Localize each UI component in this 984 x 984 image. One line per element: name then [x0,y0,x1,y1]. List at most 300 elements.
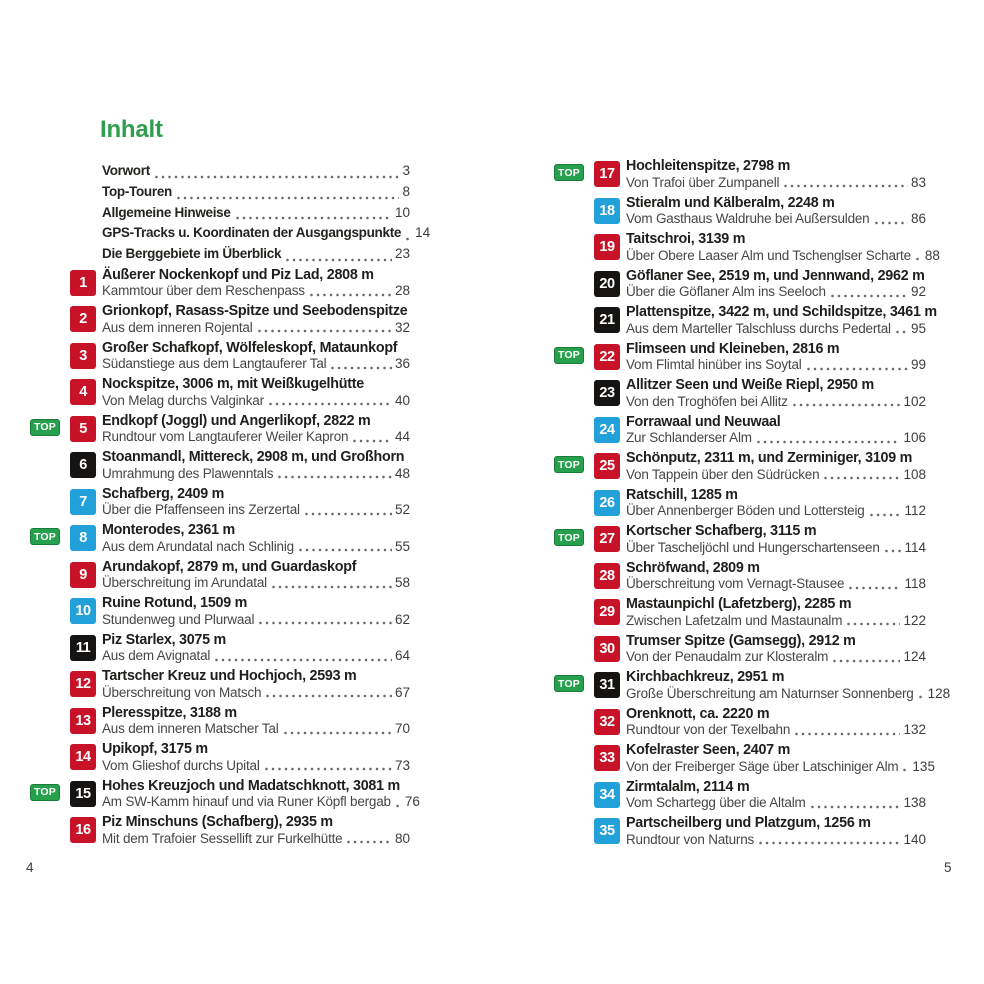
tour-number-badge: 3 [70,343,96,369]
top-badge-slot [30,413,70,446]
dotted-leader [875,221,908,225]
tour-title: Taitschroi, 3139 m [626,231,746,247]
tour-page-number: 124 [903,649,926,664]
tour-subtitle: Von der Penaudalm zur Klosteralm [626,649,829,664]
dotted-leader [919,695,925,699]
tour-page-number: 83 [910,174,926,190]
tour-subtitle: Rundtour von Naturns [626,831,755,847]
tour-title: Schröfwand, 2809 m [626,559,760,576]
top-badge: TOP [554,164,584,181]
tour-page-number: 52 [394,502,410,518]
tour-entry [30,267,410,300]
tour-page-number: 36 [394,356,410,372]
tour-number-badge: 19 [594,234,620,260]
tour-subtitle: Rundtour vom Langtauferer Weiler Kapron [102,429,349,445]
tour-text-block [626,560,926,593]
dotted-leader [903,768,909,772]
tour-subtitle-row [102,794,420,811]
tour-number-badge: 27 [594,526,620,552]
tour-page-number: 64 [394,648,410,664]
number-badge-slot [70,559,102,592]
dotted-leader [331,366,392,370]
tour-text-block [102,486,410,519]
tour-title: Plattenspitze, 3422 m, und Schildspitze, 3461 m [626,304,937,320]
tour-title: Allitzer Seen und Weiße Riepl, 2950 m [626,377,874,393]
number-badge-slot [70,522,102,555]
tour-subtitle-row [626,795,926,812]
tour-subtitle: Über Annenberger Böden und Lottersteig [626,503,865,518]
tour-title: Trumser Spitze (Gamsegg), 2912 m [626,632,856,649]
tour-subtitle-row [626,540,926,557]
tour-subtitle-row [102,393,410,410]
tour-subtitle: Vom Schartegg über die Altalm [626,795,806,810]
tour-entry [554,377,926,410]
tour-text-block [102,449,410,482]
number-badge-slot [70,778,102,811]
tour-number-badge: 9 [70,562,96,588]
tour-entry [30,413,410,446]
tour-subtitle-row [102,466,410,483]
front-matter-list [102,161,431,265]
tour-entry [554,487,926,520]
top-badge-slot [554,633,594,666]
tour-page-number: 44 [394,429,410,445]
tour-text-block [102,705,410,738]
top-badge-slot [30,814,70,847]
tour-text-block [626,268,926,301]
tour-subtitle: Vom Glieshof durchs Upital [102,757,260,773]
tour-entry [554,341,926,374]
top-badge-slot [554,523,594,556]
tour-page-number: 86 [910,211,926,226]
tour-number-badge: 30 [594,636,620,662]
top-badge-slot [554,779,594,812]
tour-title: Flimseen und Kleineben, 2816 m [626,340,840,357]
toc-front-matter-row [102,244,410,265]
top-badge-slot [30,486,70,519]
page-title: Inhalt [100,116,163,143]
dotted-leader [259,621,392,625]
tour-number-badge: 16 [70,817,96,843]
dotted-leader [759,841,900,845]
tour-subtitle-row [626,576,926,593]
tour-number-badge: 15 [70,781,96,807]
tour-text-block [102,814,410,847]
number-badge-slot [70,705,102,738]
tour-number-badge: 20 [594,271,620,297]
dotted-leader [811,805,901,809]
tour-page-number: 108 [903,466,926,482]
tour-title: Großer Schafkopf, Wölfeleskopf, Mataunkopf [102,339,398,356]
tour-text-block [626,669,951,702]
tour-number-badge: 18 [594,198,620,224]
tour-number-badge: 21 [594,307,620,333]
tour-title: Upikopf, 3175 m [102,741,208,758]
tour-subtitle-row [626,175,926,192]
tour-page-number: 140 [903,831,926,847]
tour-number-badge: 28 [594,563,620,589]
tour-subtitle: Große Überschreitung am Naturnser Sonnenberg [626,685,914,701]
top-badge: TOP [554,675,584,692]
tour-page-number: 95 [910,320,926,336]
tour-subtitle-row [102,721,410,738]
dotted-leader [258,329,392,333]
top-badge-slot [30,376,70,409]
number-badge-slot [594,706,626,739]
dotted-leader [347,840,391,844]
tour-entry [554,268,926,301]
tour-subtitle: Über Obere Laaser Alm und Tschenglser Scharte [626,247,911,263]
tour-number-badge: 25 [594,453,620,479]
tour-subtitle-row [102,283,410,300]
top-badge-slot [554,268,594,301]
toc-right-column [554,158,951,852]
tour-page-number: 73 [394,757,410,773]
toc-entry-label: Vorwort [102,163,150,178]
tour-text-block [626,779,926,812]
tour-text-block [102,741,410,774]
top-badge-slot [30,267,70,300]
tour-page-number: 48 [394,465,410,481]
tour-subtitle-row [102,758,410,775]
tour-text-block [626,304,937,337]
tour-title: Tartscher Kreuz und Hochjoch, 2593 m [102,668,357,685]
number-badge-slot [594,523,626,556]
tour-entry [554,304,937,337]
tour-entry [554,450,926,483]
tour-title: Grionkopf, Rasass-Spitze und Seebodenspitze [102,303,408,320]
tour-entry [30,632,410,665]
tour-subtitle-row [102,429,410,446]
tour-subtitle-row [102,831,410,848]
tour-page-number: 112 [904,503,926,518]
tour-subtitle-row [626,722,926,739]
tour-text-block [626,158,926,191]
tour-page-number: 92 [910,284,926,299]
tour-title: Ruine Rotund, 1509 m [102,595,248,612]
tour-text-block [102,303,410,336]
top-badge-slot [554,560,594,593]
toc-entry-page: 10 [394,204,410,220]
number-badge-slot [594,633,626,666]
tour-subtitle: Aus dem inneren Rojental [102,319,253,335]
top-badge-slot [30,668,70,701]
tour-title: Mastaunpichl (Lafetzberg), 2285 m [626,596,852,612]
tour-entry [30,705,410,738]
dotted-leader [406,237,412,241]
dotted-leader [269,402,392,406]
dotted-leader [155,175,400,179]
tour-number-badge: 23 [594,380,620,406]
tour-number-badge: 11 [70,635,96,661]
tour-subtitle: Zwischen Lafetzalm und Mastaunalm [626,612,843,628]
tour-title: Schafberg, 2409 m [102,485,225,502]
tour-subtitle: Aus dem Arundatal nach Schlinig [102,538,294,554]
tour-entry [554,414,926,447]
tour-subtitle: Überschreitung vom Vernagt-Stausee [626,576,845,591]
tour-number-badge: 14 [70,744,96,770]
number-badge-slot [70,413,102,446]
number-badge-slot [594,596,626,629]
tour-title: Schönputz, 2311 m, und Zerminiger, 3109 m [626,450,913,466]
top-badge: TOP [554,456,584,473]
tour-text-block [626,414,926,447]
top-badge-slot [30,632,70,665]
tour-number-badge: 22 [594,344,620,370]
dotted-leader [831,294,908,298]
dotted-leader [177,196,400,200]
tour-text-block [102,777,420,811]
dotted-leader [795,732,900,736]
toc-entry-label: GPS-Tracks u. Koordinaten der Ausgangspunkte [102,225,402,241]
tour-subtitle-row [626,503,926,520]
tour-text-block [102,267,410,300]
number-badge-slot [70,595,102,628]
tour-subtitle-row [102,356,410,373]
tour-number-badge: 29 [594,599,620,625]
tour-subtitle: Kammtour über dem Reschenpass [102,283,305,299]
top-badge-slot [554,487,594,520]
tour-title: Arundakopf, 2879 m, und Guardaskopf [102,558,357,575]
page-number-right: 5 [944,860,952,875]
tour-page-number: 118 [904,576,926,591]
number-badge-slot [70,486,102,519]
tour-entry [30,340,410,373]
top-badge-slot [554,669,594,702]
dotted-leader [266,694,392,698]
tour-entry [30,522,410,555]
tour-page-number: 55 [394,538,410,554]
number-badge-slot [594,487,626,520]
top-badge-slot [30,705,70,738]
tour-entry [554,779,926,812]
tour-subtitle-row [626,832,926,849]
number-badge-slot [594,158,626,191]
tour-number-badge: 31 [594,672,620,698]
tour-text-block [102,595,410,628]
tour-subtitle: Über die Göflaner Alm ins Seeloch [626,284,826,299]
number-badge-slot [70,632,102,665]
tour-text-block [626,633,926,666]
tour-entry [30,303,410,336]
tour-title: Pleresspitze, 3188 m [102,704,237,721]
tour-page-number: 122 [903,612,926,628]
tour-page-number: 138 [903,795,926,810]
tour-page-number: 88 [924,247,940,263]
tour-subtitle-row [102,648,410,665]
tour-number-badge: 34 [594,782,620,808]
tour-text-block [626,742,935,775]
tour-entry [554,706,926,739]
top-badge-slot [554,706,594,739]
tour-subtitle: Von Tappein über den Südrücken [626,466,820,482]
number-badge-slot [70,668,102,701]
tour-text-block [626,450,926,483]
toc-left-column [30,116,431,851]
tour-title: Stieralm und Kälberalm, 2248 m [626,194,835,211]
tour-entry [554,195,926,228]
top-badge-slot [554,377,594,410]
tour-page-number: 80 [394,830,410,846]
number-badge-slot [70,303,102,336]
tour-number-badge: 6 [70,452,96,478]
tour-subtitle-row [626,357,926,374]
tour-title: Äußerer Nockenkopf und Piz Lad, 2808 m [102,266,374,283]
dotted-leader [870,513,902,517]
tour-subtitle-row [102,539,410,556]
top-badge-slot [30,340,70,373]
tour-subtitle: Am SW-Kamm hinauf und via Runer Köpfl bergab [102,794,391,810]
tour-page-number: 76 [404,794,420,810]
tour-subtitle-row [626,430,926,447]
tour-title: Partscheilberg und Platzgum, 1256 m [626,815,871,831]
tour-text-block [626,195,926,228]
tour-list-right [554,158,951,848]
top-badge-slot [554,742,594,775]
tour-entry [30,595,410,628]
tour-text-block [102,376,410,409]
tour-number-badge: 2 [70,306,96,332]
tour-subtitle-row [626,685,951,703]
number-badge-slot [70,741,102,774]
tour-subtitle-row [626,211,926,228]
dotted-leader [757,440,901,444]
dotted-leader [305,512,392,516]
top-badge: TOP [30,784,60,801]
number-badge-slot [70,814,102,847]
tour-text-block [626,231,940,264]
top-badge-slot [30,595,70,628]
tour-page-number: 58 [394,575,410,591]
tour-number-badge: 24 [594,417,620,443]
tour-subtitle-row [626,467,926,484]
tour-entry [554,815,926,848]
tour-entry [554,742,935,775]
tour-page-number: 99 [910,357,926,372]
dotted-leader [793,403,901,407]
tour-number-badge: 17 [594,161,620,187]
number-badge-slot [594,815,626,848]
tour-page-number: 135 [912,758,935,774]
toc-entry-label: Die Berggebiete im Überblick [102,246,282,262]
dotted-leader [299,548,392,552]
tour-subtitle-row [626,649,926,666]
number-badge-slot [594,268,626,301]
tour-number-badge: 8 [70,525,96,551]
tour-text-block [102,668,410,701]
tour-entry [30,449,410,482]
tour-subtitle: Zur Schlanderser Alm [626,430,752,445]
tour-entry [30,777,420,811]
tour-title: Göflaner See, 2519 m, und Jennwand, 2962 m [626,267,925,284]
number-badge-slot [70,340,102,373]
tour-subtitle: Von den Troghöfen bei Allitz [626,393,788,409]
dotted-leader [824,476,900,480]
tour-page-number: 62 [394,611,410,627]
top-badge-slot [30,449,70,482]
dotted-leader [272,585,392,589]
tour-page-number: 102 [903,393,926,409]
dotted-leader [236,216,392,220]
tour-page-number: 28 [394,283,410,299]
tour-subtitle-row [626,321,926,338]
tour-page-number: 67 [394,684,410,700]
tour-text-block [626,523,926,556]
tour-entry [30,559,410,592]
tour-subtitle: Von Trafoi über Zumpanell [626,174,780,190]
tour-title: Orenknott, ca. 2220 m [626,705,770,722]
dotted-leader [833,659,900,663]
dotted-leader [807,367,908,371]
tour-subtitle: Über die Pfaffenseen ins Zerzertal [102,502,300,518]
dotted-leader [278,475,392,479]
tour-text-block [102,413,410,446]
top-badge-slot [30,741,70,774]
tour-subtitle-row [626,247,940,265]
toc-entry-page: 8 [402,183,410,199]
number-badge-slot [594,231,626,264]
tour-entry [554,523,926,556]
tour-subtitle: Stundenweg und Plurwaal [102,611,255,627]
tour-subtitle: Umrahmung des Plawenntals [102,465,274,481]
tour-title: Endkopf (Joggl) und Angerlikopf, 2822 m [102,412,371,429]
tour-number-badge: 35 [594,818,620,844]
tour-number-badge: 33 [594,745,620,771]
top-badge-slot [554,231,594,264]
tour-page-number: 114 [904,539,926,555]
tour-entry [30,741,410,774]
tour-subtitle-row [626,284,926,301]
tour-subtitle: Aus dem inneren Matscher Tal [102,721,279,737]
tour-text-block [102,632,410,665]
top-badge-slot [554,414,594,447]
tour-subtitle-row [626,394,926,411]
number-badge-slot [70,376,102,409]
tour-number-badge: 10 [70,598,96,624]
tour-title: Piz Minschuns (Schafberg), 2935 m [102,814,333,831]
toc-front-matter-row [102,203,410,224]
tour-subtitle: Von Melag durchs Valginkar [102,392,264,408]
top-badge-slot [554,304,594,337]
dotted-leader [847,622,900,626]
toc-entry-page: 3 [402,163,410,178]
dotted-leader [265,767,392,771]
tour-title: Nockspitze, 3006 m, mit Weißkugelhütte [102,376,364,393]
toc-front-matter-row [102,161,410,182]
tour-subtitle: Über Tascheljöchl und Hungerschartenseen [626,539,880,555]
top-badge-slot [30,522,70,555]
tour-number-badge: 12 [70,671,96,697]
tour-number-badge: 7 [70,489,96,515]
tour-text-block [626,596,926,629]
tour-entry [554,596,926,629]
top-badge-slot [30,778,70,811]
number-badge-slot [594,304,626,337]
tour-page-number: 70 [394,721,410,737]
tour-subtitle: Von der Freiberger Säge über Latschiniger Alm [626,758,899,774]
tour-page-number: 106 [903,430,926,445]
tour-entry [554,560,926,593]
tour-page-number: 40 [394,392,410,408]
number-badge-slot [70,267,102,300]
tour-title: Kirchbachkreuz, 2951 m [626,669,785,685]
tour-title: Hohes Kreuzjoch und Madatschknott, 3081 m [102,777,400,794]
number-badge-slot [594,779,626,812]
tour-entry [554,158,926,191]
tour-entry [30,814,410,847]
tour-subtitle: Vom Flimtal hinüber ins Soytal [626,357,802,372]
top-badge-slot [554,596,594,629]
